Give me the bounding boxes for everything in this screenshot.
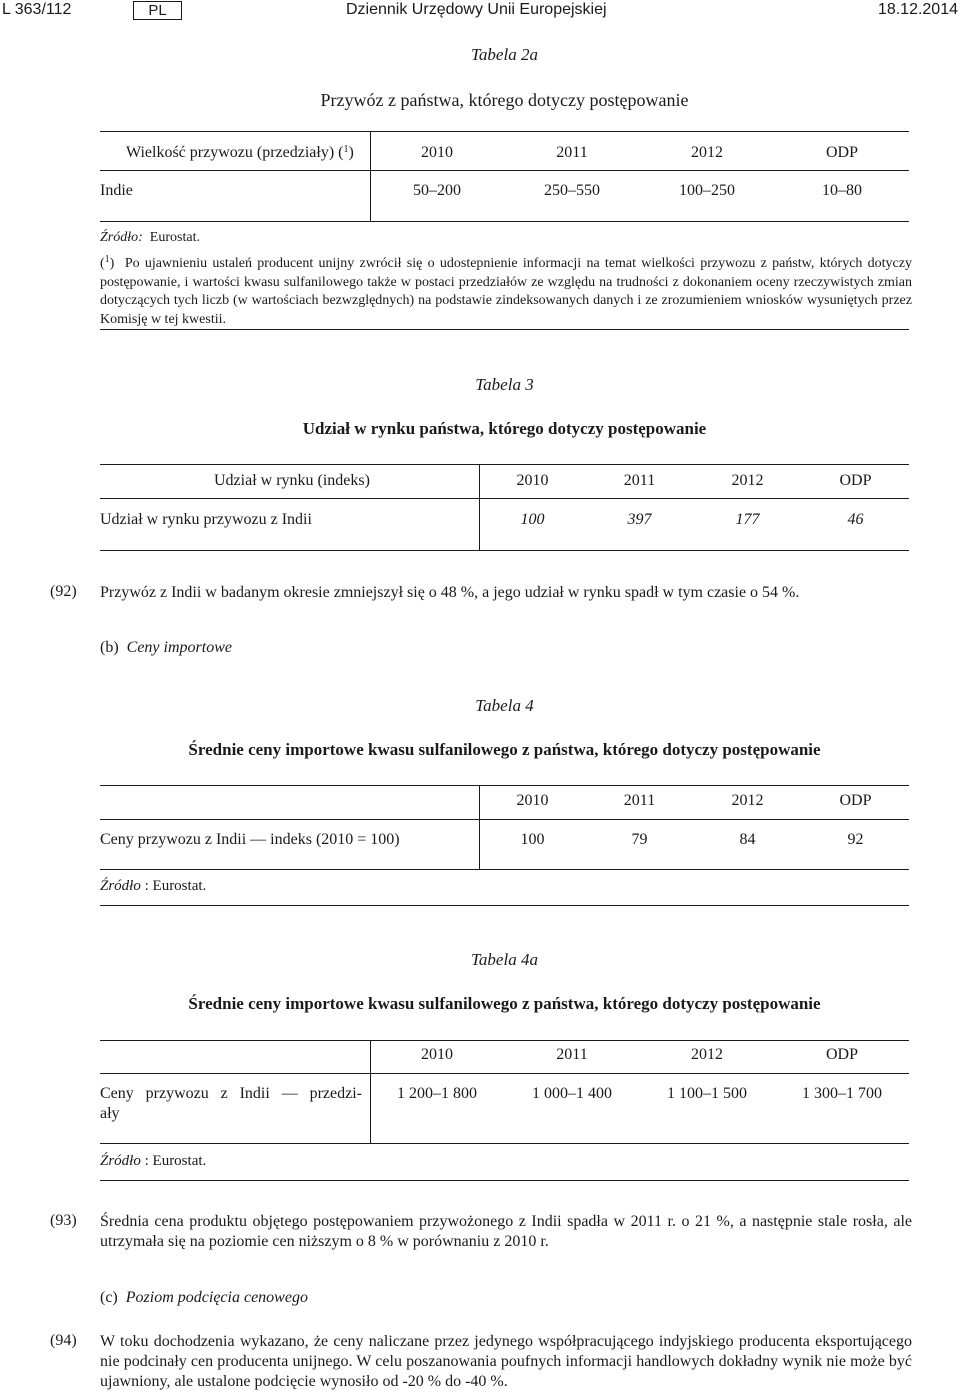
paragraph-94-number: (94) — [50, 1332, 77, 1349]
table-3-value-2011: 397 — [627, 511, 652, 528]
language-badge: PL — [133, 1, 182, 20]
table-3-header-rule — [100, 498, 909, 499]
section-c-heading: (c) Poziom podcięcia cenowego — [100, 1289, 308, 1306]
paragraph-92-number: (92) — [50, 583, 77, 600]
table-2a-divider — [370, 131, 371, 221]
table-4a-year-2012: 2012 — [691, 1046, 723, 1063]
table-4a-source-rule — [100, 1180, 909, 1181]
table-4a-top-rule — [100, 1040, 909, 1041]
table-3-value-2012: 177 — [735, 511, 760, 528]
table-4-year-2012: 2012 — [731, 792, 764, 809]
table-4a-year-2010: 2010 — [421, 1046, 453, 1063]
paragraph-93-text: Średnia cena produktu objętego postępowaniem przywożonego z Indii spadła w 2011 r. o 21 %, a następnie stale rosła, ale utrzymała się na poziomie cen niższym o 8 % w porównaniu z 2010 r. — [100, 1213, 912, 1250]
table-4-divider — [479, 785, 480, 869]
table-3-caption: Tabela 3 — [475, 375, 534, 394]
table-4-caption: Tabela 4 — [475, 696, 534, 715]
table-2a-year-2010: 2010 — [421, 144, 453, 161]
table-4-title: Średnie ceny importowe kwasu sulfanilowego z państwa, którego dotyczy postępowanie — [188, 740, 821, 759]
table-2a-value-2012: 100–250 — [679, 182, 735, 199]
table-4a-value-2012: 1 100–1 500 — [667, 1085, 747, 1102]
publication-date: 18.12.2014 — [877, 1, 958, 18]
journal-name: Dziennik Urzędowy Unii Europejskiej — [346, 1, 607, 18]
table-2a-value-odp: 10–80 — [822, 182, 862, 199]
table-4-value-2010: 100 — [520, 831, 545, 848]
page-header — [0, 0, 960, 22]
table-3-title: Udział w rynku państwa, którego dotyczy postępowanie — [302, 419, 707, 438]
paragraph-94-text: W toku dochodzenia wykazano, że ceny naliczane przez jedynego współpracującego indyjskiego producenta eksportującego nie podcinały cen producenta unijnego. W celu poszanowania poufnych informacji handlowych dokładny wynik nie może być ujawniony, ale ustalone podcięcie wynosiło od -20 % do -40 %. — [100, 1333, 912, 1390]
table-4a-year-odp: ODP — [825, 1046, 858, 1063]
table-4a-source: Źródło : Eurostat. — [100, 1153, 207, 1169]
table-4a-bottom-rule — [100, 1143, 909, 1144]
table-3-top-rule — [100, 464, 909, 465]
table-4a-year-2011: 2011 — [556, 1046, 588, 1063]
table-4-year-2011: 2011 — [623, 792, 656, 809]
table-2a-bottom-rule — [100, 221, 909, 222]
paragraph-92-text: Przywóz z Indii w badanym okresie zmniejszył się o 48 %, a jego udział w rynku spadł w tym czasie o 54 %. — [100, 584, 800, 601]
table-4-value-2011: 79 — [631, 831, 648, 848]
section-b-heading: (b) Ceny importowe — [100, 639, 232, 656]
table-4-source-rule — [100, 905, 909, 906]
paragraph-93-number: (93) — [50, 1212, 77, 1229]
table-2a-value-2011: 250–550 — [544, 182, 600, 199]
table-2a-footnote-rule — [100, 329, 909, 330]
table-4a-row-label-line-1: Ceny przywozu z Indii — przedzi- — [100, 1085, 362, 1102]
table-2a-top-rule — [100, 131, 909, 132]
table-2a-caption: Tabela 2a — [471, 45, 538, 64]
table-4a-value-2011: 1 000–1 400 — [532, 1085, 612, 1102]
table-4-header-rule — [100, 819, 909, 820]
table-4a-caption: Tabela 4a — [471, 950, 538, 969]
table-3-bottom-rule — [100, 550, 909, 551]
table-2a-col-header: Wielkość przywozu (przedziały) ($^1$) — [126, 144, 354, 161]
table-2a-row-label: Indie — [100, 182, 133, 199]
table-4-value-odp: 92 — [847, 831, 864, 848]
table-2a-year-2012: 2012 — [691, 144, 723, 161]
table-2a-source: Źródło: Eurostat. — [100, 230, 200, 245]
table-3-col-header: Udział w rynku (indeks) — [214, 472, 370, 489]
table-4-source: Źródło : Eurostat. — [100, 878, 207, 894]
table-4a-divider — [370, 1040, 371, 1143]
table-2a-title: Przywóz z państwa, którego dotyczy postępowanie — [320, 90, 689, 110]
table-2a-year-odp: ODP — [825, 144, 858, 161]
table-2a-footnote: ($^1$) Po ujawnieniu ustaleń producent unijny zwrócił się o udostepnienie informacji na temat wielkości przywozu z państw, których dotyczy postępowanie, i wartości kwasu sulfanilowego także w postaci przedziałów ze względu na trudności z dokonaniem oceny rzeczywistych zmian dotyczących tych liczb (w wartościach bezwzględnych) na podstawie zindeksowanych danych i ze zrozumieniem wniosków wysuniętych przez Komisję w tej kwestii. — [100, 254, 912, 327]
table-4a-title: Średnie ceny importowe kwasu sulfanilowego z państwa, którego dotyczy postępowanie — [188, 994, 821, 1013]
table-4-top-rule — [100, 785, 909, 786]
page-reference: L 363/112 — [2, 1, 72, 18]
table-4-year-odp: ODP — [839, 792, 872, 809]
table-2a-value-2010: 50–200 — [413, 182, 461, 199]
table-3-value-2010: 100 — [520, 511, 545, 528]
table-4a-row-label-line-2: ały — [100, 1105, 120, 1122]
table-2a-year-2011: 2011 — [556, 144, 588, 161]
table-2a-header-rule — [100, 170, 909, 171]
table-4a-header-rule — [100, 1073, 909, 1074]
table-3-divider — [479, 464, 480, 550]
table-3-year-odp: ODP — [839, 472, 872, 489]
table-4a-value-2010: 1 200–1 800 — [397, 1085, 477, 1102]
table-3-year-2010: 2010 — [516, 472, 549, 489]
table-3-year-2012: 2012 — [731, 472, 764, 489]
table-4-bottom-rule — [100, 869, 909, 870]
table-3-value-odp: 46 — [847, 511, 864, 528]
table-4-row-label: Ceny przywozu z Indii — indeks (2010 = 100) — [100, 831, 400, 848]
table-4a-value-odp: 1 300–1 700 — [802, 1085, 882, 1102]
table-3-year-2011: 2011 — [623, 472, 656, 489]
table-3-row-label: Udział w rynku przywozu z Indii — [100, 511, 312, 528]
table-4-year-2010: 2010 — [516, 792, 549, 809]
table-4-value-2012: 84 — [739, 831, 756, 848]
